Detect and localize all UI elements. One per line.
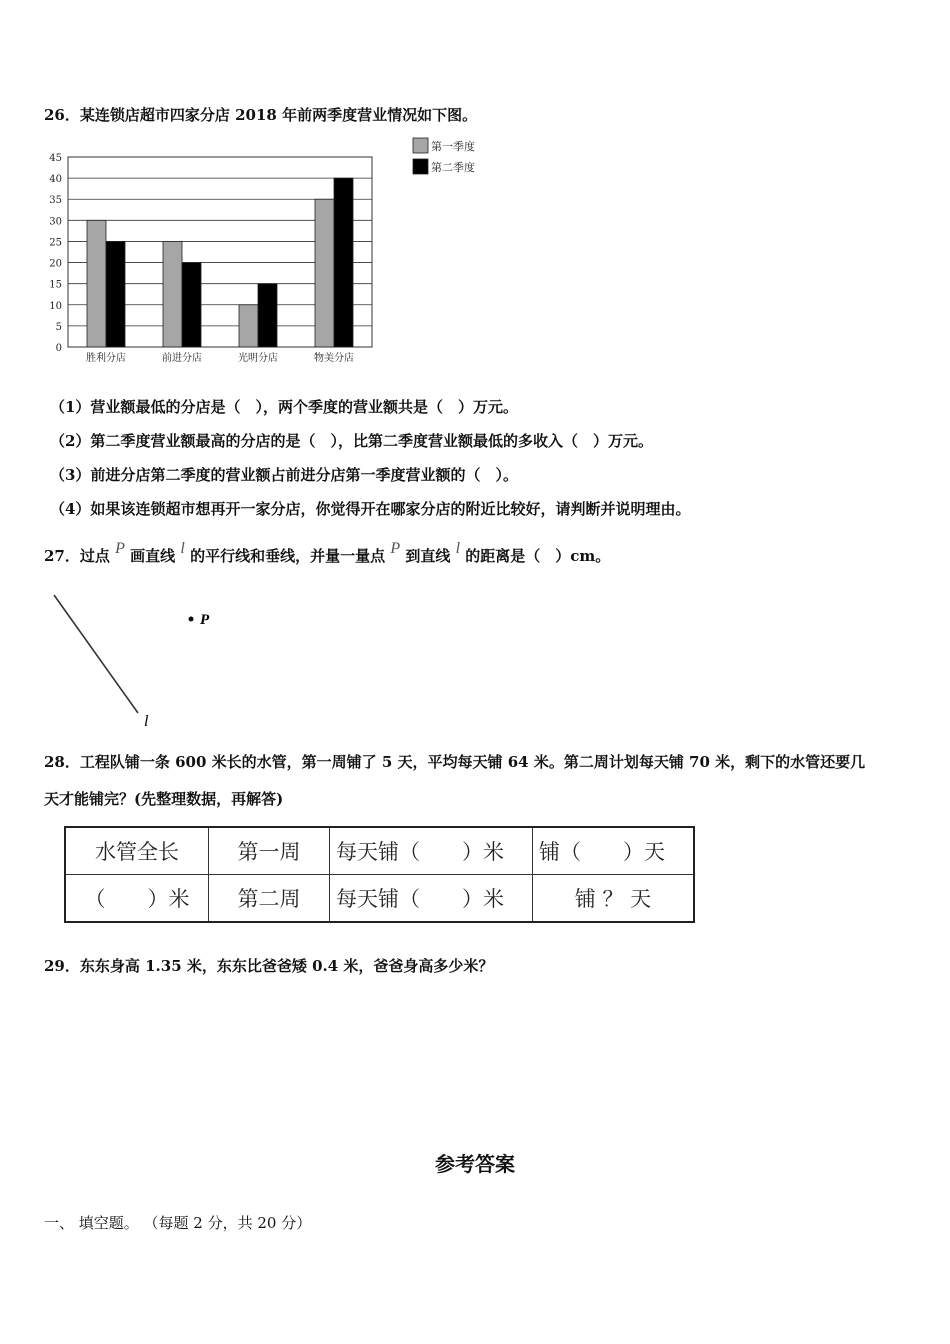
bar-2-2 [182,263,201,347]
answers-section: 一、 填空题。 （每题 2 分，共 20 分） [44,1214,312,1232]
cell-week2: 第二周 [209,875,330,923]
x-tick-label: 前进分店 [162,353,202,364]
q28-line1: 28．工程队铺一条 600 米长的水管，第一周铺了 5 天，平均每天铺 64 米。第二周计划每天铺 70 米，剩下的水管还要几 [44,753,866,771]
q27-line-l2: l [455,540,461,557]
cell-w2-daily: 每天铺（ ）米 [330,875,533,923]
q27-part1: 27．过点 [44,547,110,565]
bar-2-1 [106,241,125,347]
chart-x-labels [86,351,354,364]
cell-w1-daily: 每天铺（ ）米 [330,827,533,875]
pipe-data-table [64,826,695,923]
cell-total-label: 水管全长 [65,827,209,875]
chart-legend [413,138,475,174]
y-tick-label: 5 [55,321,62,333]
y-tick-label: 35 [49,195,62,207]
bar-chart [40,130,500,370]
q28-line2: 天才能铺完？(先整理数据，再解答) [44,790,284,808]
q26-sub4: （4）如果该连锁超市想再开一家分店，你觉得开在哪家分店的附近比较好，请判断并说明理由。 [50,500,691,518]
chart-y-ticks [49,153,62,354]
point-p-label: P [200,612,210,628]
bar-2-3 [258,284,277,347]
answers-title: 参考答案 [435,1152,515,1176]
q27-line-l: l [180,540,185,557]
cell-w1-days: 铺（ ）天 [533,827,695,875]
bar-1-1 [87,220,106,347]
q27-part4: 到直线 [405,547,451,565]
y-tick-label: 30 [49,216,62,228]
q27-text [44,540,611,566]
y-tick-label: 15 [49,279,62,291]
cell-w2-days: 铺 ？ 天 [533,875,695,923]
y-tick-label: 40 [49,174,62,186]
q27-part5: 的距离是（ ）cm。 [465,547,611,565]
q27-part3: 的平行线和垂线，并量一量点 [190,547,386,565]
y-tick-label: 20 [49,258,62,270]
q26-title: 26．某连锁店超市四家分店 2018 年前两季度营业情况如下图。 [44,106,478,124]
q27-point-p: P [115,540,125,557]
q29-text: 29．东东身高 1.35 米，东东比爸爸矮 0.4 米，爸爸身高多少米？ [44,957,494,975]
q26-sub3: （3）前进分店第二季度的营业额占前进分店第一季度营业额的（ ）。 [50,466,518,484]
legend-label: 第一季度 [431,140,475,153]
legend-swatch [413,159,428,174]
x-tick-label: 物美分店 [314,353,354,364]
point-p [189,617,194,622]
q26-sub2: （2）第二季度营业额最高的分店的是（ ），比第二季度营业额最低的多收入（ ）万元。 [50,432,653,450]
legend-label: 第二季度 [431,161,475,174]
bar-2-4 [334,178,353,347]
x-tick-label: 光明分店 [238,353,278,364]
y-tick-label: 0 [55,343,62,354]
line-l [54,595,138,713]
q26-sub1: （1）营业额最低的分店是（ ），两个季度的营业额共是（ ）万元。 [50,398,518,416]
bar-1-2 [163,241,182,347]
line-l-label: l [144,713,149,730]
q27-part2: 画直线 [130,547,176,565]
y-tick-label: 45 [49,153,62,164]
y-tick-label: 25 [49,237,62,249]
cell-total-blank: （ ）米 [65,875,209,923]
bar-1-3 [239,305,258,347]
line-point-figure [40,585,280,735]
bar-1-4 [315,199,334,347]
y-tick-label: 10 [49,300,62,312]
x-tick-label: 胜利分店 [86,353,126,364]
q27-point-p2: P [390,540,401,557]
cell-week1: 第一周 [209,827,330,875]
legend-swatch [413,138,428,153]
